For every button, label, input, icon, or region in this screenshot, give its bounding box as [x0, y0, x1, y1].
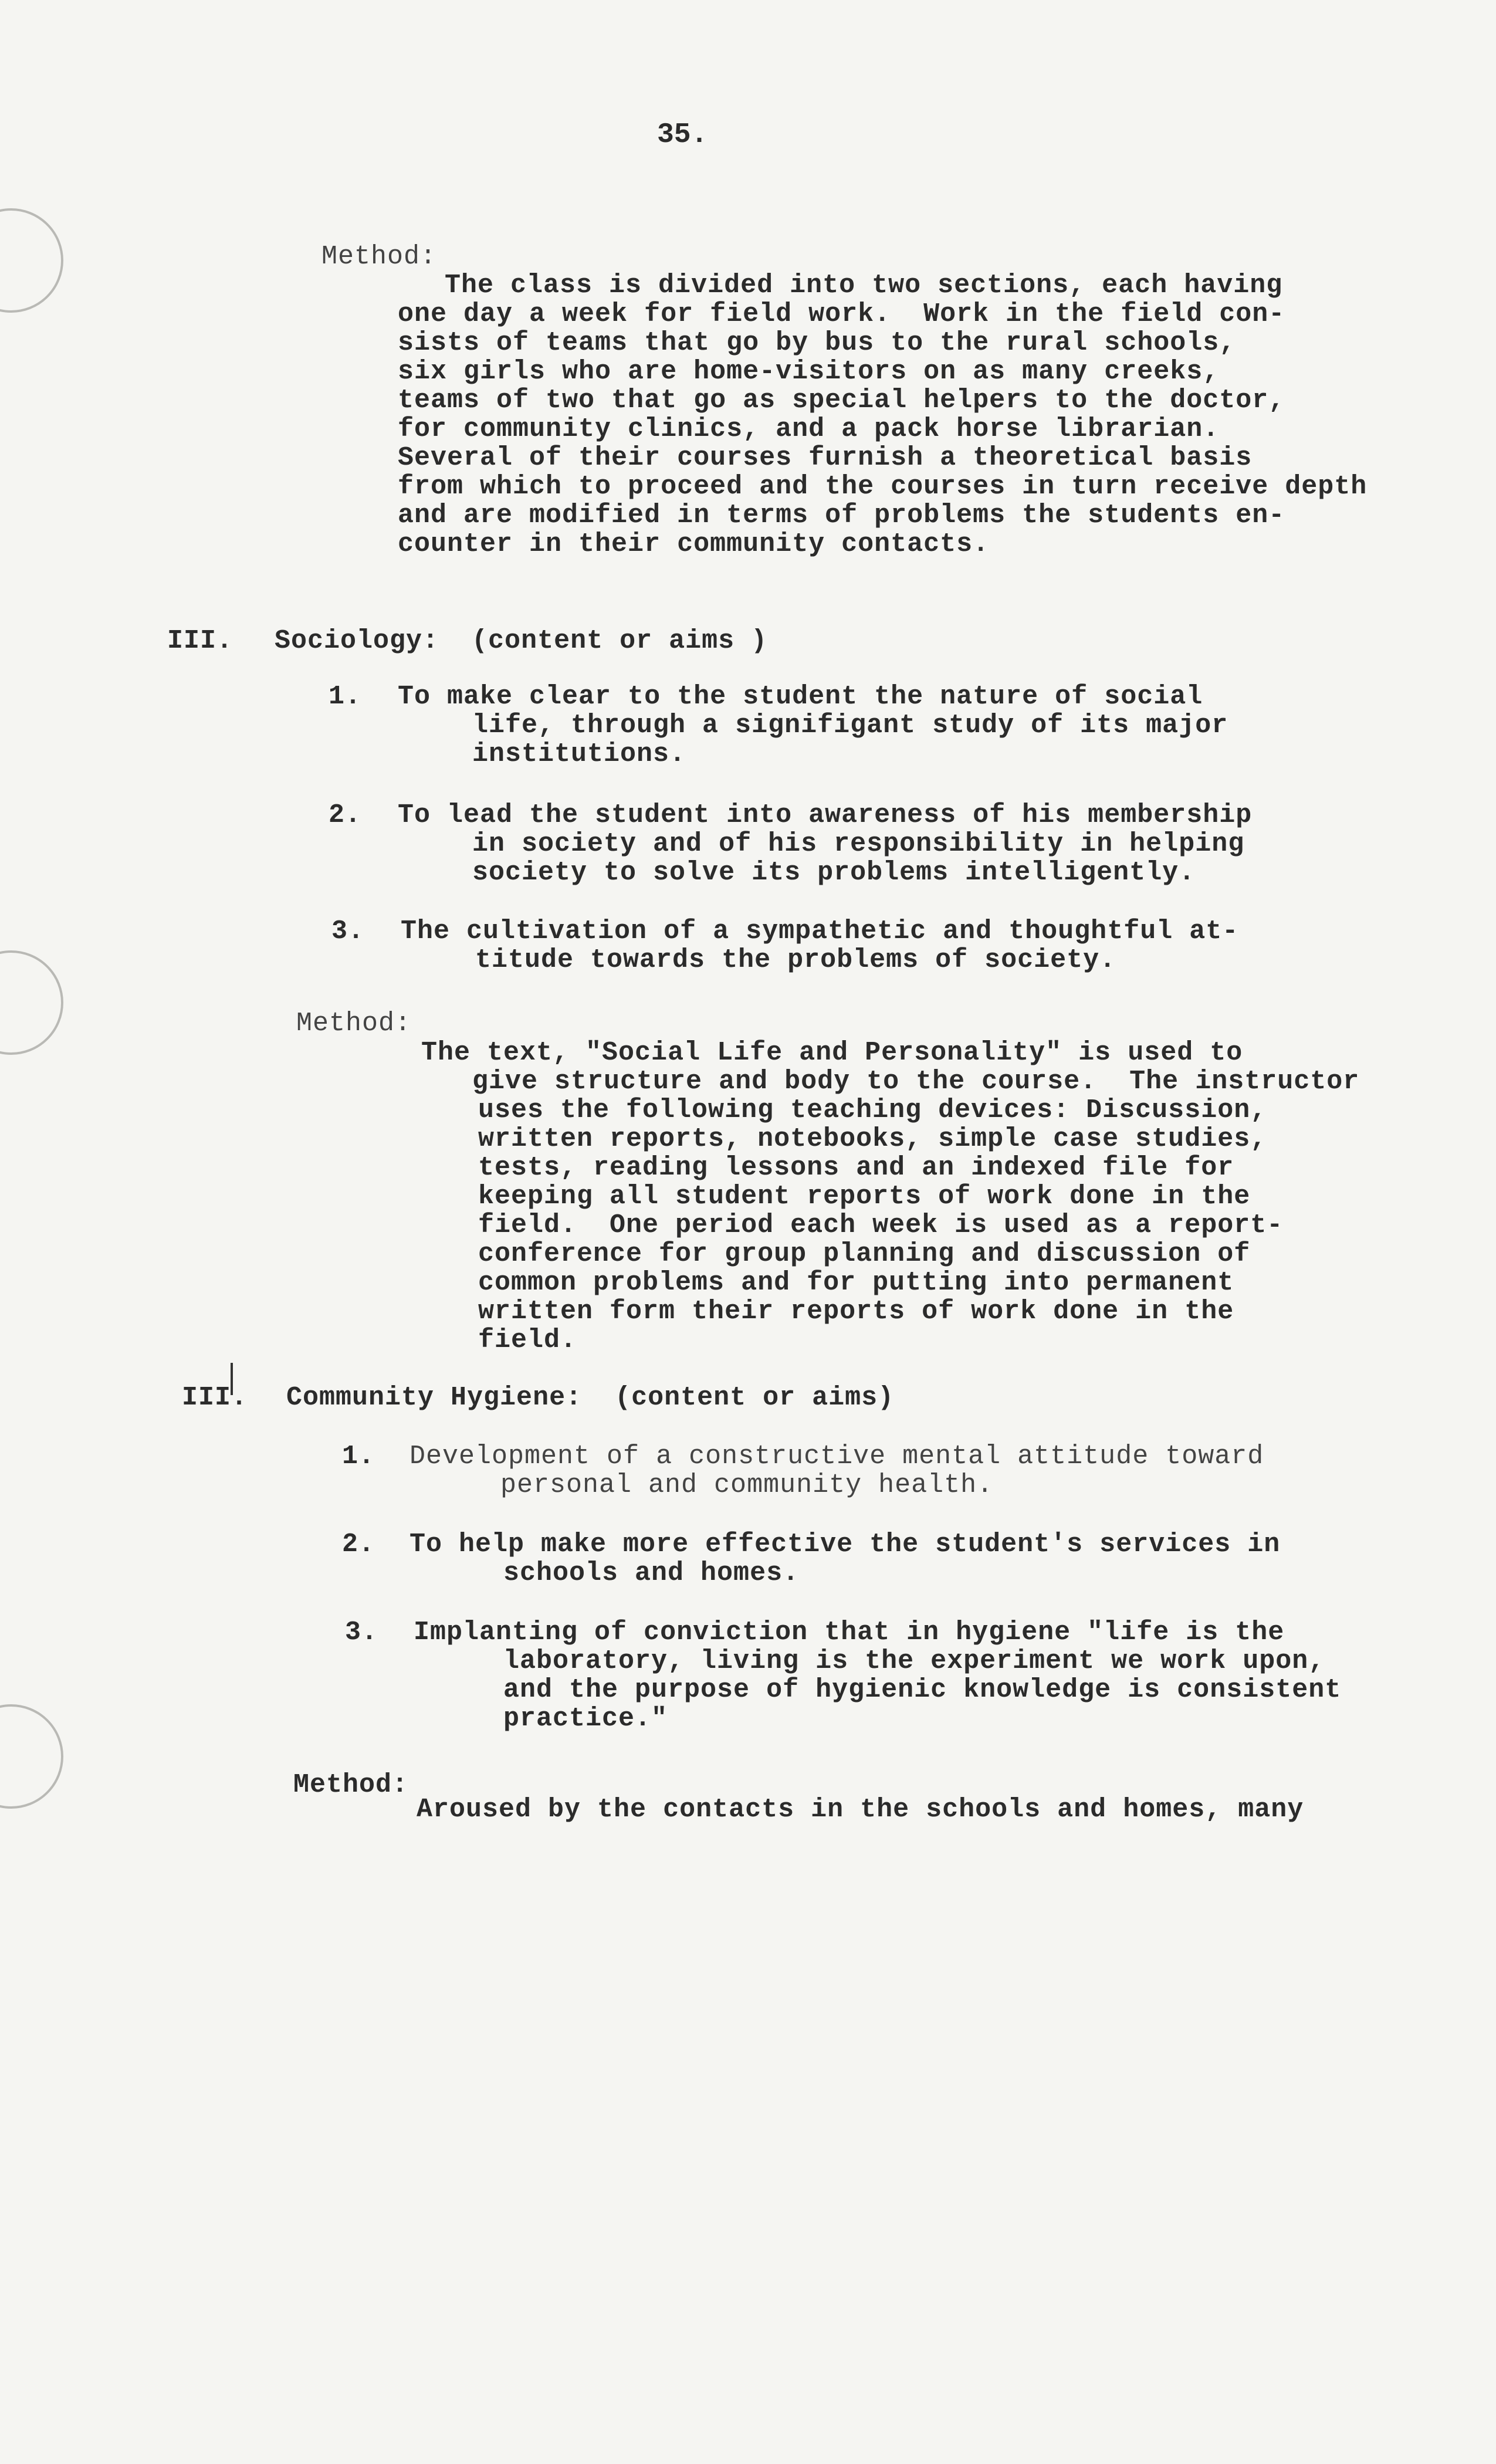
method-line: uses the following teaching devices: Discussion, [478, 1095, 1267, 1125]
method-line: The text, "Social Life and Personality" is used to [421, 1038, 1243, 1068]
method-line: keeping all student reports of work done in the [478, 1182, 1251, 1211]
item-line: life, through a signifigant study of its major [472, 710, 1228, 740]
method-line: conference for group planning and discussion of [478, 1239, 1251, 1269]
hole-punch-mark [0, 950, 63, 1055]
paragraph-line: from which to proceed and the courses in turn receive depth [398, 472, 1368, 502]
paragraph-line: for community clinics, and a pack horse librarian. [398, 414, 1220, 444]
item-line: To help make more effective the student's services in [409, 1529, 1281, 1559]
item-line: titude towards the problems of society. [475, 945, 1116, 975]
item-line: laboratory, living is the experiment we work upon, [503, 1646, 1325, 1676]
method-line: Aroused by the contacts in the schools and homes, many [417, 1795, 1304, 1825]
item-line: and the purpose of hygienic knowledge is consistent [503, 1675, 1342, 1705]
method-heading: Method: [296, 1008, 412, 1038]
item-line: The cultivation of a sympathetic and thoughtful at- [401, 916, 1239, 946]
paragraph-line: Several of their courses furnish a theoretical basis [398, 443, 1253, 473]
item-line: schools and homes. [503, 1558, 800, 1588]
method-heading: Method: [293, 1770, 409, 1800]
paragraph-line: sists of teams that go by bus to the rural schools, [398, 328, 1236, 358]
section-numeral: III. [182, 1383, 248, 1413]
item-number: 1. [342, 1441, 375, 1471]
method-line: field. [478, 1325, 577, 1355]
item-line: in society and of his responsibility in helping [472, 829, 1245, 859]
item-number: 2. [342, 1529, 375, 1559]
paragraph-line: teams of two that go as special helpers to the doctor, [398, 385, 1285, 415]
method-line: field. One period each week is used as a report- [478, 1210, 1284, 1240]
method-line: written reports, notebooks, simple case studies, [478, 1124, 1267, 1154]
method-line: common problems and for putting into permanent [478, 1268, 1234, 1298]
item-line: Implanting of conviction that in hygiene "life is the [414, 1617, 1285, 1647]
item-line: To lead the student into awareness of his membership [398, 800, 1253, 830]
paragraph-line: one day a week for field work. Work in the field con- [398, 299, 1285, 329]
paragraph-line: six girls who are home-visitors on as many creeks, [398, 357, 1220, 387]
item-line: institutions. [472, 739, 686, 769]
method-heading: Method: [321, 242, 437, 272]
item-line: personal and community health. [500, 1470, 994, 1500]
item-line: society to solve its problems intelligently. [472, 858, 1196, 888]
item-number: 3. [331, 916, 365, 946]
method-line: written form their reports of work done in the [478, 1297, 1234, 1326]
item-line: Development of a constructive mental attitude toward [409, 1441, 1264, 1471]
hole-punch-mark [0, 1704, 63, 1809]
method-line: give structure and body to the course. The instructor [472, 1067, 1360, 1096]
paragraph-line: counter in their community contacts. [398, 529, 990, 559]
item-number: 3. [345, 1617, 378, 1647]
method-line: tests, reading lessons and an indexed file for [478, 1153, 1234, 1183]
section-title: Sociology: (content or aims ) [275, 626, 768, 656]
item-line: To make clear to the student the nature of social [398, 682, 1203, 712]
section-numeral: III. [167, 626, 233, 656]
paragraph-line: and are modified in terms of problems the students en- [398, 500, 1285, 530]
item-line: practice." [503, 1704, 668, 1734]
paragraph-line: The class is divided into two sections, each having [445, 270, 1283, 300]
page-number: 35. [657, 119, 708, 151]
item-number: 1. [329, 682, 362, 712]
hole-punch-mark [0, 208, 63, 313]
item-number: 2. [329, 800, 362, 830]
section-title: Community Hygiene: (content or aims) [286, 1383, 895, 1413]
